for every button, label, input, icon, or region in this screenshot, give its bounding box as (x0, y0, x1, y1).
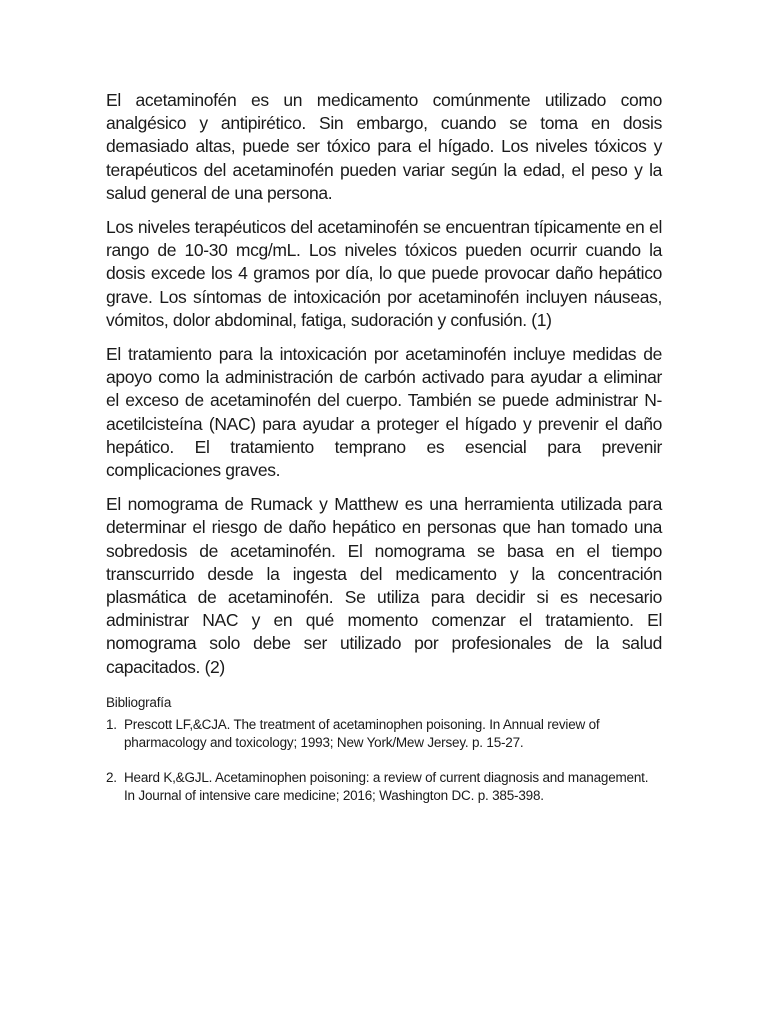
paragraph-levels: Los niveles terapéuticos del acetaminofén se encuentran típicamente en el rango de 10-30 mcg/mL. Los niveles tóxicos pueden ocurrir cuando la dosis excede los 4 gramos por día, lo que puede provocar daño hepático grave. Los síntomas de intoxicación por acetaminofén incluyen náuseas, vómitos, dolor abdominal, fatiga, sudoración y confusión. (1) (106, 217, 662, 330)
reference-number: 1. (106, 716, 117, 732)
paragraph-intro: El acetaminofén es un medicamento comúnmente utilizado como analgésico y antipirético. Sin embargo, cuando se toma en dosis demasiado altas, puede ser tóxico para el hígado. Los niveles tóxicos y terapéuticos del acetaminofén pueden variar según la edad, el peso y la salud general de una persona. (106, 90, 662, 203)
reference-text: Prescott LF,&CJA. The treatment of acetaminophen poisoning. In Annual review of pharmacology and toxicology; 1993; New York/Mew Jersey. p. 15-27. (124, 716, 600, 751)
reference-item (106, 716, 662, 752)
reference-number: 2. (106, 770, 117, 786)
reference-text: Heard K,&GJL. Acetaminophen poisoning: a review of current diagnosis and management. In Journal of intensive care medicine; 2016; Washington DC. p. 385-398. (124, 770, 649, 804)
reference-list (106, 716, 662, 806)
paragraph-nomogram: El nomograma de Rumack y Matthew es una herramienta utilizada para determinar el riesgo de daño hepático en personas que han tomado una sobredosis de acetaminofén. El nomograma se basa en el tiempo transcurrido desde la ingesta del medicamento y la concentración plasmática de acetaminofén. Se utiliza para decidir si es necesario administrar NAC y en qué momento comenzar el tratamiento. El nomograma solo debe ser utilizado por profesionales de la salud capacitados. (2) (106, 494, 662, 677)
bibliography-title: Bibliografía (106, 694, 172, 710)
document-page (106, 89, 662, 823)
paragraph-treatment: El tratamiento para la intoxicación por acetaminofén incluye medidas de apoyo como la administración de carbón activado para ayudar a eliminar el exceso de acetaminofén del cuerpo. También se puede administrar N-acetilcisteína (NAC) para ayudar a proteger el hígado y prevenir el daño hepático. El tratamiento temprano es esencial para prevenir complicaciones graves. (106, 344, 662, 481)
reference-item (106, 769, 662, 805)
